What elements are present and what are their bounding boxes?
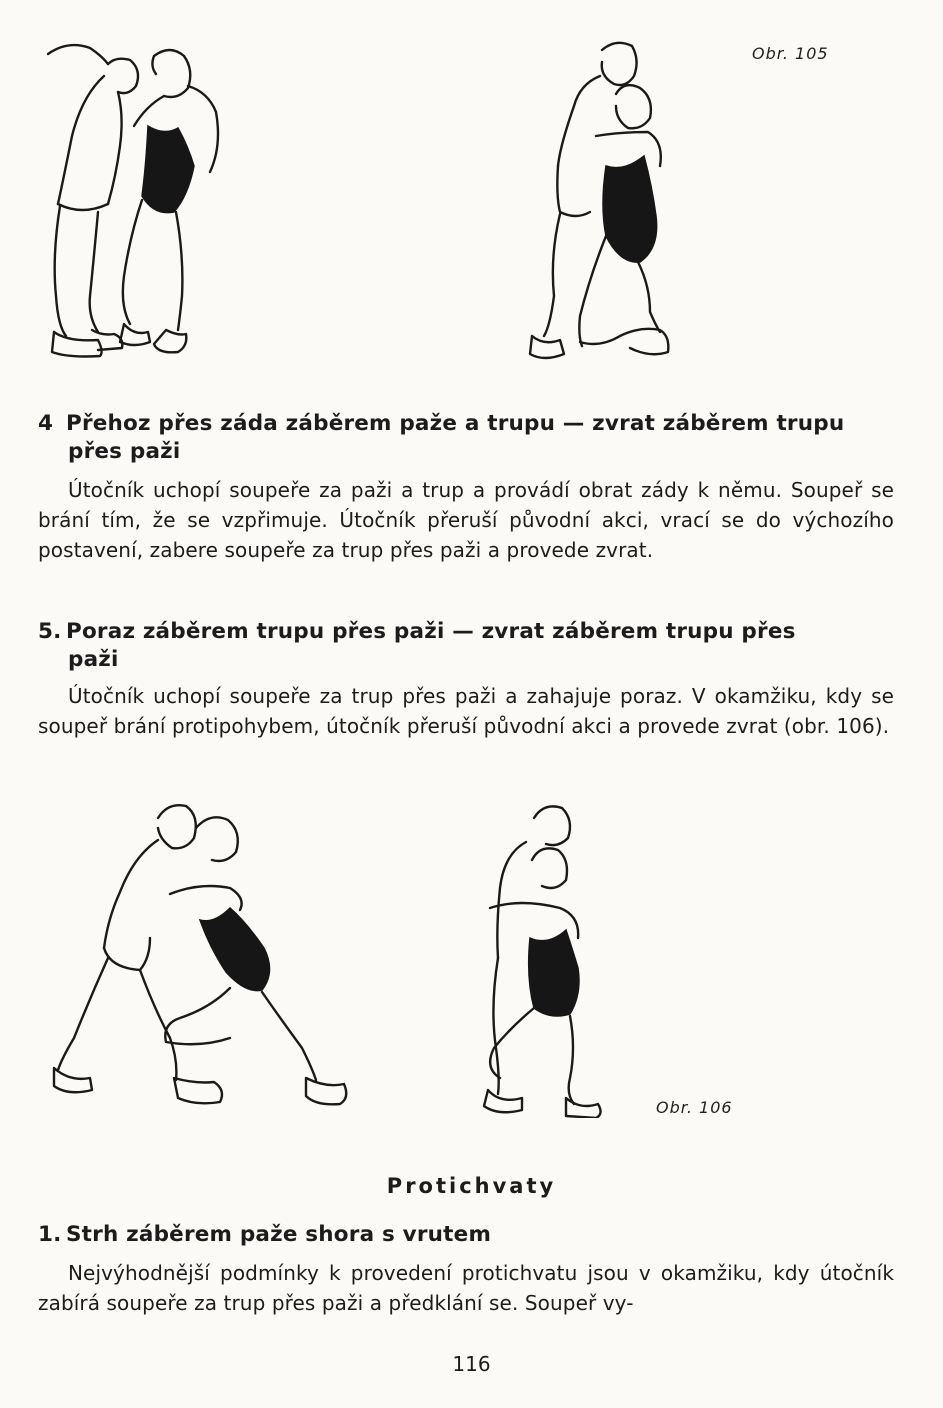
section-5-body bbox=[38, 681, 894, 741]
section-5-body-text: Útočník uchopí soupeře za trup přes paži a zahajuje poraz. V okamžiku, kdy se soupeř brání protipohybem, útočník přeruší původní akci a provede zvrat (obr. 106). bbox=[38, 684, 894, 738]
section-4-body bbox=[38, 475, 894, 565]
protichvaty-heading: Protichvaty bbox=[386, 1174, 557, 1198]
figure-106-right-illustration bbox=[470, 798, 610, 1118]
page-number: 116 bbox=[452, 1352, 491, 1376]
figure-106-left-illustration bbox=[50, 798, 360, 1118]
protichvaty-item1-body bbox=[38, 1258, 894, 1318]
section-5-title-line2: paži bbox=[68, 647, 119, 672]
protichvaty-item1-title: Strh záběrem paže shora s vrutem bbox=[66, 1222, 492, 1247]
section-5-title-line1: Poraz záběrem trupu přes paži — zvrat záběrem trupu přes bbox=[66, 619, 796, 644]
section-4-title-line1: Přehoz přes záda záběrem paže a trupu — zvrat záběrem trupu bbox=[66, 411, 845, 436]
section-4-body-text: Útočník uchopí soupeře za paži a trup a provádí obrat zády k němu. Soupeř se brání tím, že se vzpřimuje. Útočník přeruší původní akci, vrací se do výchozího postavení, zabere soupeře za trup přes paži a provede zvrat. bbox=[38, 478, 894, 562]
protichvaty-item1-body-text: Nejvýhodnější podmínky k provedení protichvatu jsou v okamžiku, kdy útočník zabírá soupeře za trup přes paži a předklání se. Soupeř vy- bbox=[38, 1261, 894, 1315]
section-5-number: 5. bbox=[38, 619, 62, 644]
figure-106-caption: Obr. 106 bbox=[656, 1098, 733, 1117]
section-4-title-line2: přes paži bbox=[68, 439, 181, 464]
protichvaty-item1-number: 1. bbox=[38, 1222, 62, 1247]
section-5-heading bbox=[38, 618, 898, 674]
figure-105-right-illustration bbox=[520, 36, 690, 366]
figure-105-left-illustration bbox=[38, 36, 228, 366]
protichvaty-item1-heading bbox=[38, 1221, 898, 1249]
section-4-number: 4 bbox=[38, 411, 54, 436]
section-4-heading bbox=[38, 410, 898, 466]
figure-105-caption: Obr. 105 bbox=[752, 44, 829, 63]
